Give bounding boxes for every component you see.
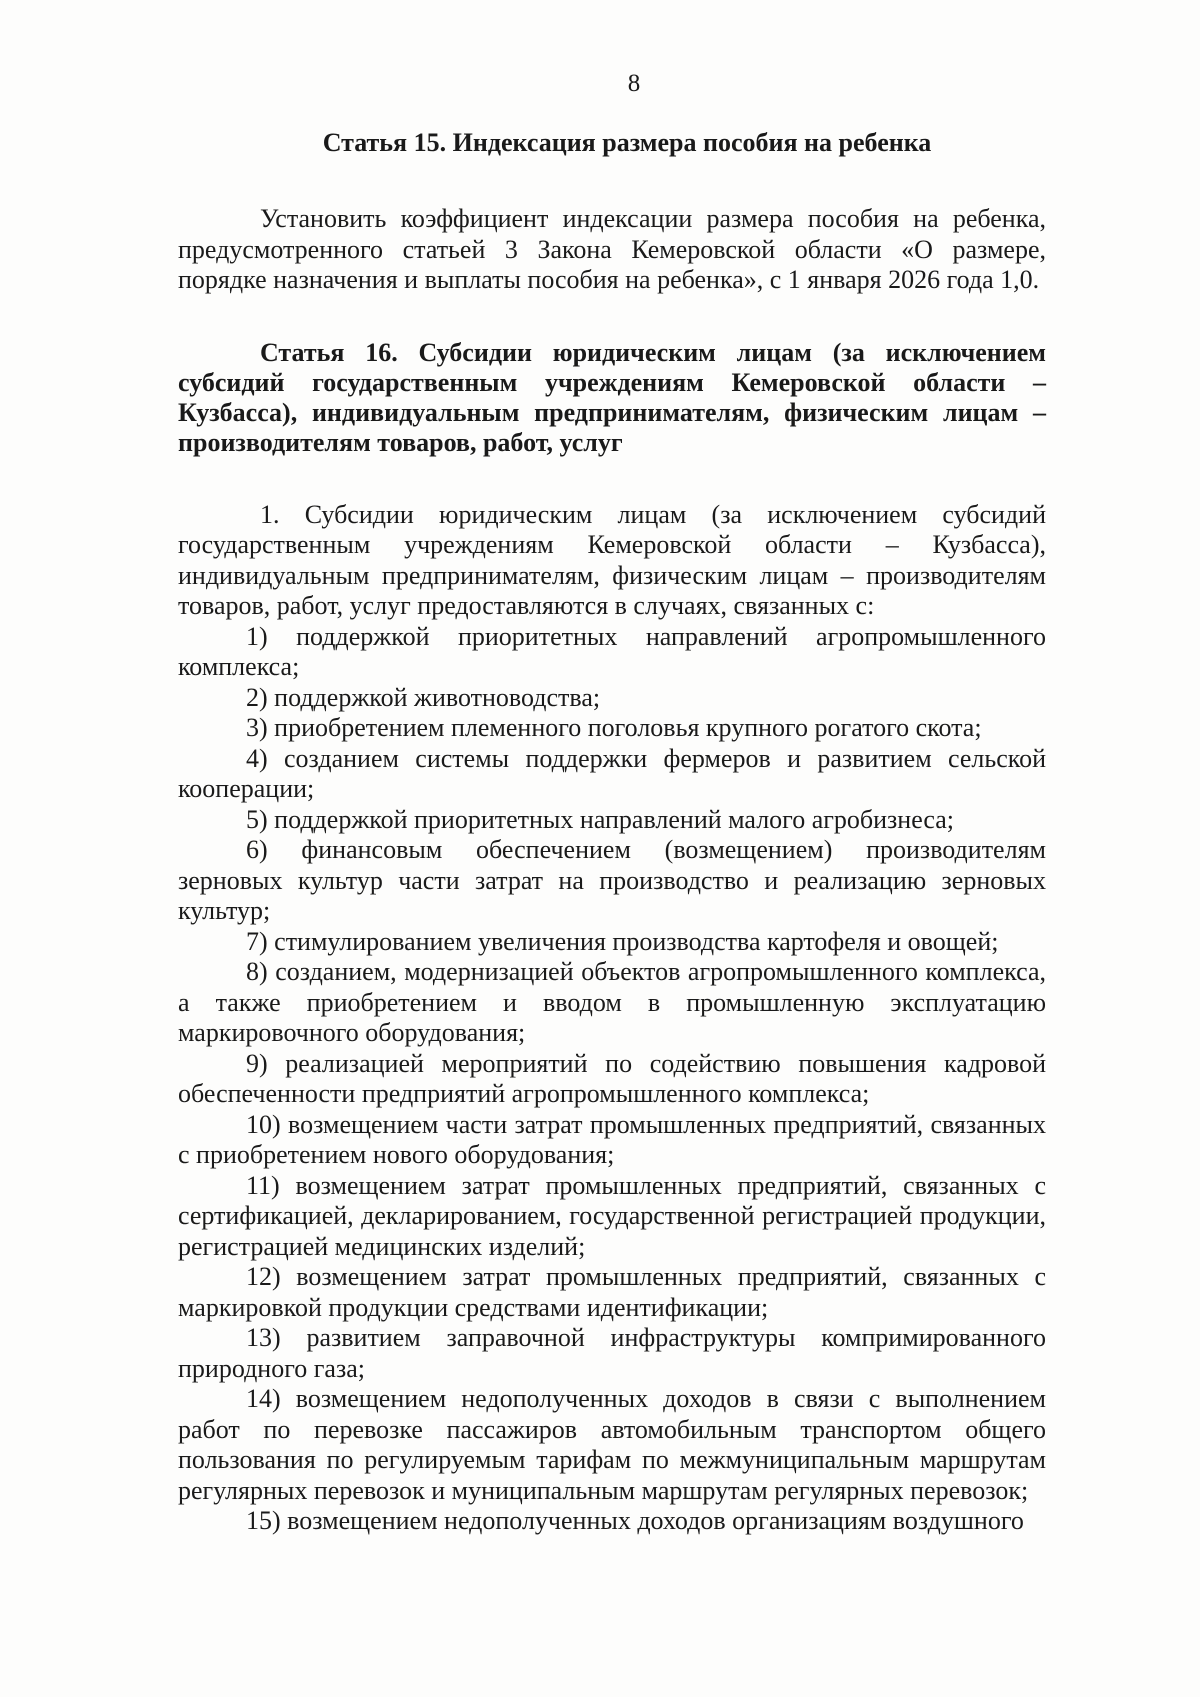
page-number: 8 [627,70,641,97]
article-15-heading: Статья 15. Индексация размера пособия на ребенка [322,128,932,157]
list-item: 7) стимулированием увеличения производства картофеля и овощей; [246,926,999,956]
document-body [178,128,1046,1537]
article-16-intro: 1. Субсидии юридическим лицам (за исключением субсидий государственным учреждениям Кемеровской области – Кузбасса), индивидуальным предпринимателям, физическим лицам – производителям товаров, работ, услуг предоставляются в случаях, связанных с: [178,499,1046,620]
list-item: 2) поддержкой животноводства; [246,682,601,712]
list-item: 6) финансовым обеспечением (возмещением) производителям зерновых культур части затрат на производство и реализацию зерновых культур; [178,835,1046,925]
list-item: 5) поддержкой приоритетных направлений малого агробизнеса; [246,804,955,834]
article-16-list [178,622,1046,1537]
list-item: 13) развитием заправочной инфраструктуры компримированного природного газа; [178,1323,1046,1383]
list-item: 9) реализацией мероприятий по содействию повышения кадровой обеспеченности предприятий агропромышленного комплекса; [178,1048,1046,1108]
list-item: 11) возмещением затрат промышленных предприятий, связанных с сертификацией, декларированием, государственной регистрацией продукции, регистрацией медицинских изделий; [178,1170,1046,1261]
article-15-text: Установить коэффициент индексации размера пособия на ребенка, предусмотренного статьей 3 Закона Кемеровской области «О размере, порядке назначения и выплаты пособия на ребенка», с 1 января 2026 года 1,0. [178,204,1046,294]
list-item: 3) приобретением племенного поголовья крупного рогатого скота; [246,713,982,742]
article-16-heading: Статья 16. Субсидии юридическим лицам (за исключением субсидий государственным учреждениям Кемеровской области – Кузбасса), индивидуальным предпринимателям, физическим лицам – производителям товаров, работ, услуг [178,337,1046,457]
list-item: 4) созданием системы поддержки фермеров и развитием сельской кооперации; [178,743,1046,803]
list-item: 12) возмещением затрат промышленных предприятий, связанных с маркировкой продукции средствами идентификации; [178,1262,1046,1322]
list-item: 1) поддержкой приоритетных направлений агропромышленного комплекса; [178,621,1046,681]
list-item: 8) созданием, модернизацией объектов агропромышленного комплекса, а также приобретением и вводом в промышленную эксплуатацию маркировочного оборудования; [178,957,1046,1047]
list-item: 15) возмещением недополученных доходов организациям воздушного [246,1506,1024,1535]
list-item: 14) возмещением недополученных доходов в связи с выполнением работ по перевозке пассажиров автомобильным транспортом общего пользования по регулируемым тарифам по межмуниципальным маршрутам регулярных перевозок и муниципальным маршрутам регулярных перевозок; [178,1384,1046,1505]
list-item: 10) возмещением части затрат промышленных предприятий, связанных с приобретением нового оборудования; [178,1109,1046,1169]
